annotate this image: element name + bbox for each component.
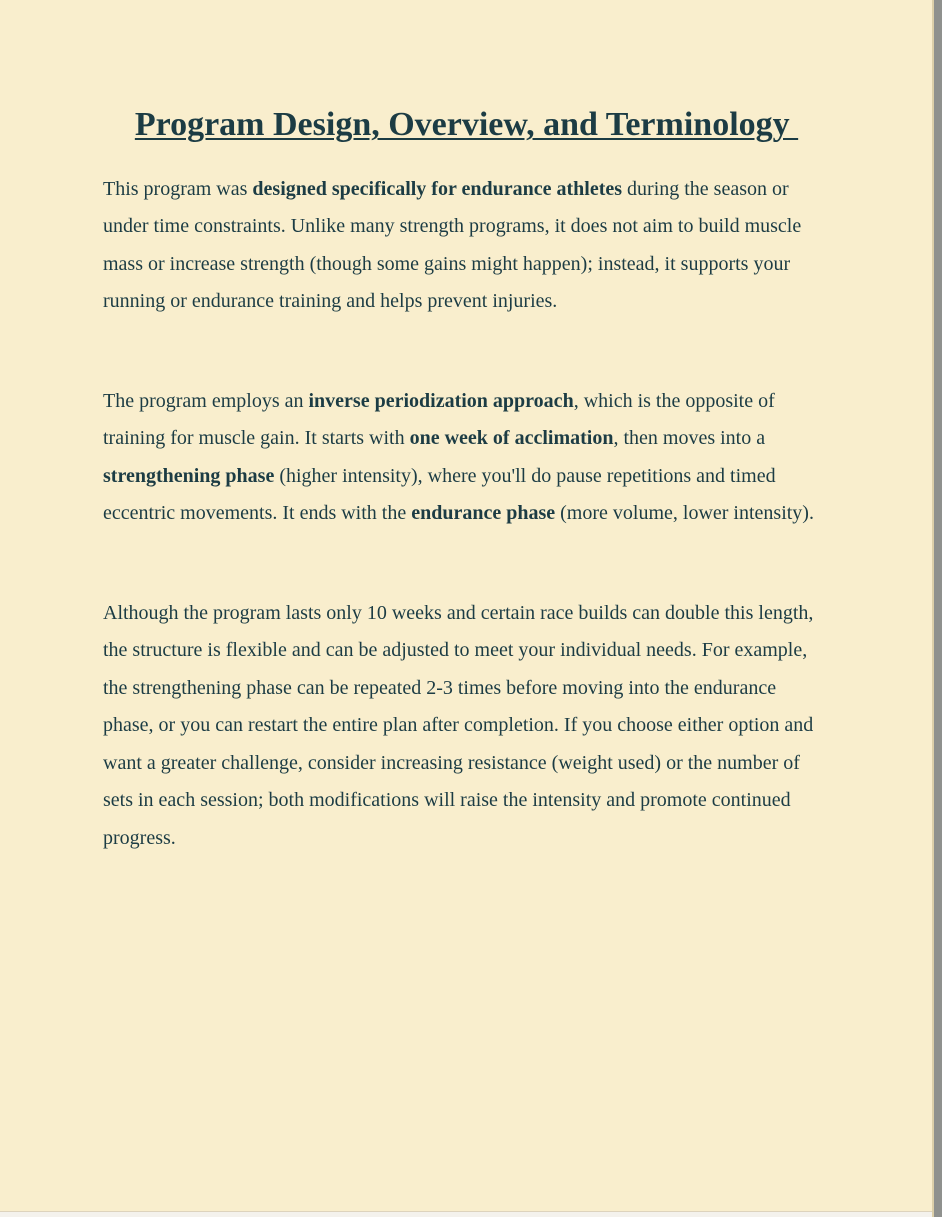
document-body <box>103 171 830 858</box>
text-run: This program was <box>103 177 253 200</box>
bold-text-run: endurance phase <box>411 502 556 524</box>
text-run: , then moves into a <box>613 427 766 449</box>
text-run: The program employs an <box>103 389 309 412</box>
paragraph <box>103 383 830 533</box>
bold-text-run: one week of acclimation <box>409 427 614 449</box>
paragraph <box>103 171 830 321</box>
text-run: (higher intensity), where you'll do pause repetitions and timed eccentric movements. It ends with the <box>103 464 776 524</box>
bold-text-run: inverse periodization approach <box>308 389 574 412</box>
document-title: Program Design, Overview, and Terminology <box>134 106 799 143</box>
page-bottom-edge <box>0 1211 932 1217</box>
text-run: Although the program lasts only 10 weeks and certain race builds can double this length, the structure is flexible and can be adjusted to meet your individual needs. For example, the strengthening phase can be repeated 2-3 times before moving into the endurance phase, or you can restart the entire plan after completion. If you choose either option and want a greater challenge, consider increasing resistance (weight used) or the number of sets in each session; both modifications will raise the intensity and promote continued progress. <box>103 601 814 849</box>
bold-text-run: strengthening phase <box>103 464 275 487</box>
text-run: (more volume, lower intensity). <box>555 502 814 524</box>
document-page <box>103 0 830 919</box>
paragraph <box>103 595 830 858</box>
scrollbar-track[interactable] <box>932 0 942 1217</box>
text-run: , which is the opposite of training for muscle gain. It starts with <box>103 389 775 449</box>
text-run: during the season or under time constraints. Unlike many strength programs, it does not aim to build muscle mass or increase strength (though some gains might happen); instead, it supports your running or endurance training and helps prevent injuries. <box>103 177 802 312</box>
bold-text-run: designed specifically for endurance athletes <box>252 177 623 200</box>
